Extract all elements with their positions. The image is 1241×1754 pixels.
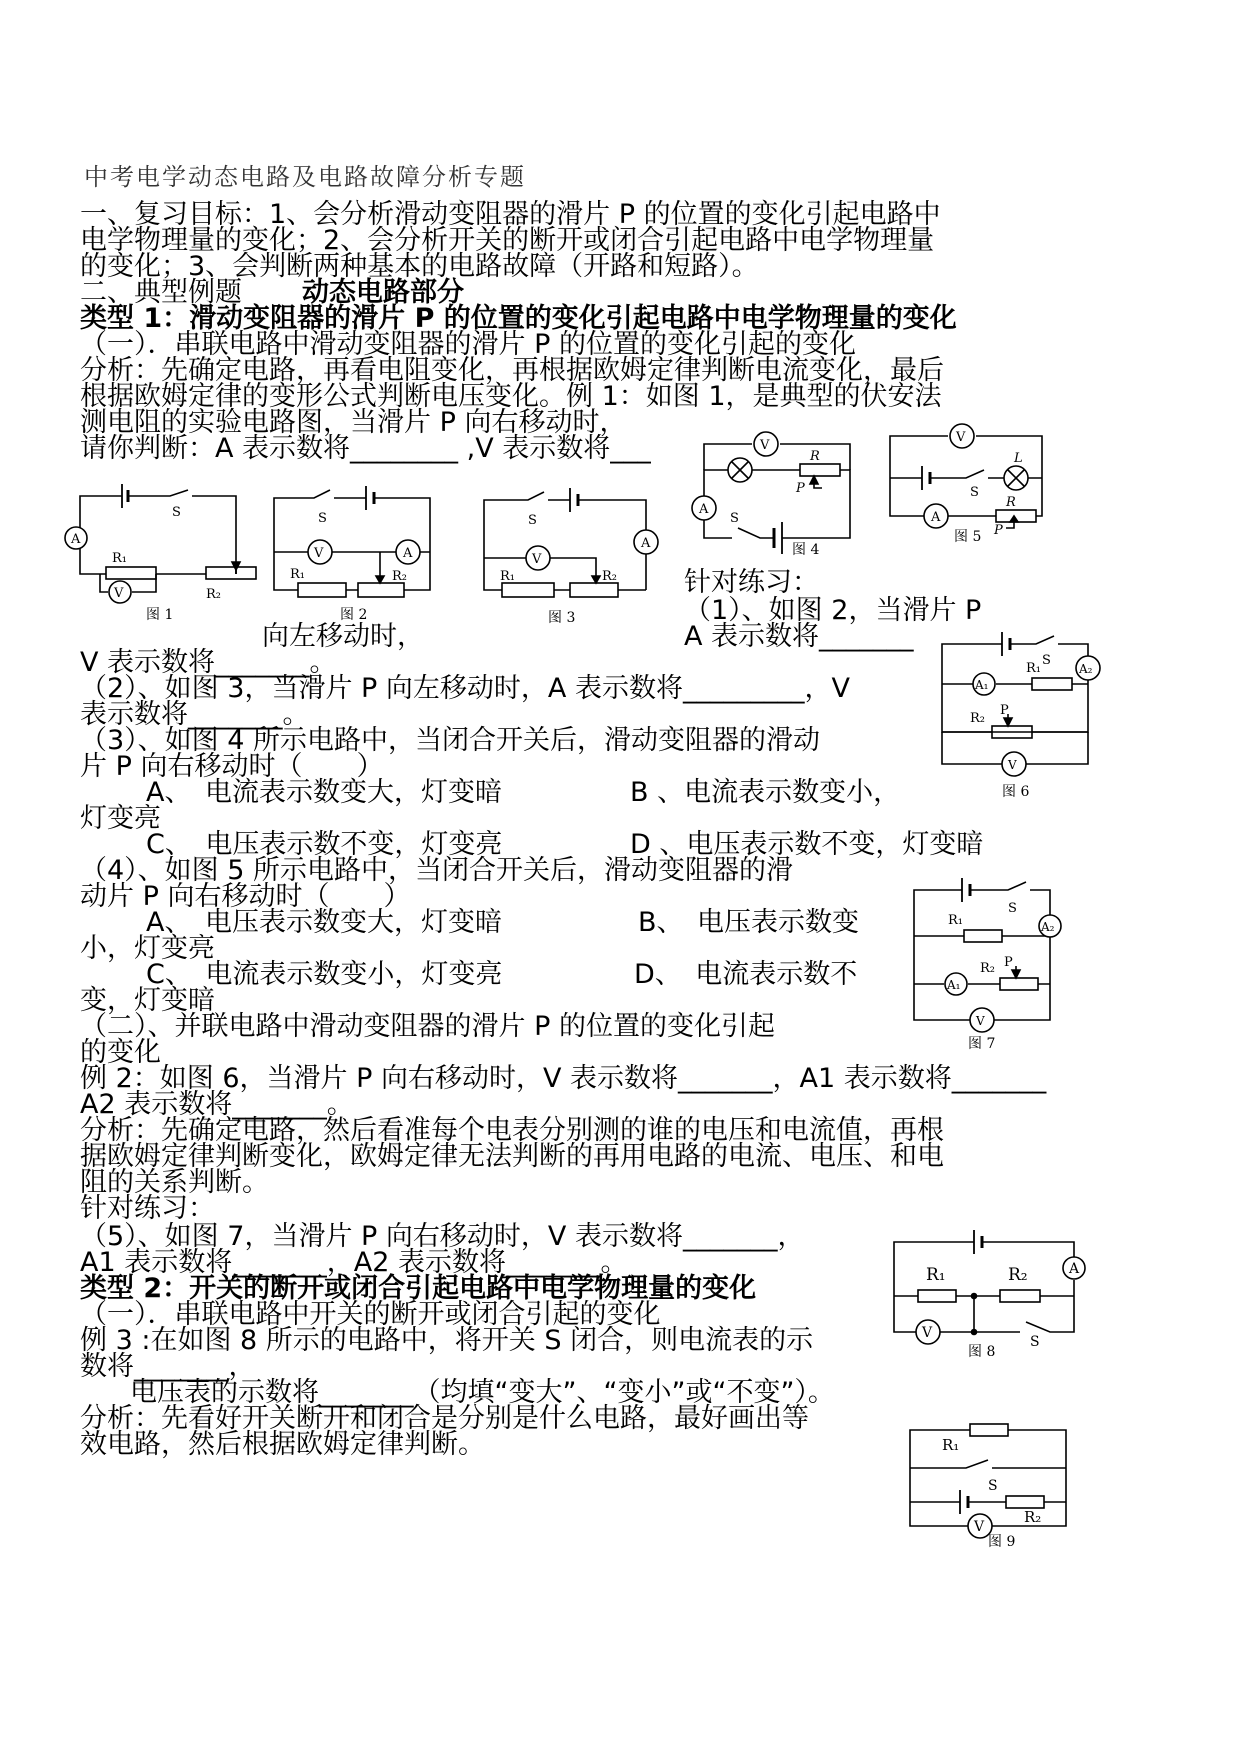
switch-label: S bbox=[730, 511, 739, 526]
text-line: 例 2：如图 6，当滑片 P 向右移动时，V 表示数将_______，A1 表示数将_______ bbox=[80, 1063, 1047, 1094]
text-line: （二）、并联电路中滑动变阻器的滑片 P 的位置的变化引起 bbox=[80, 1011, 775, 1042]
text-line: 针对练习： bbox=[80, 1193, 215, 1224]
ammeter-symbol: A bbox=[931, 510, 941, 525]
figure-caption: 图 9 bbox=[988, 1534, 1016, 1550]
r2-label: R₂ bbox=[980, 961, 995, 976]
r1-label: R₁ bbox=[942, 1436, 960, 1454]
r2-label: R₂ bbox=[206, 587, 221, 602]
figure-caption: 图 1 bbox=[146, 607, 174, 623]
option-c: C、 电流表示数变小，灯变亮 bbox=[146, 959, 503, 990]
document-title: 中考电学动态电路及电路故障分析专题 bbox=[84, 163, 526, 191]
text-line: 针对练习： bbox=[684, 567, 819, 598]
text-line: 数将_______， bbox=[80, 1351, 256, 1382]
text-line: 动片 P 向右移动时（ ） bbox=[80, 881, 411, 912]
switch-label: S bbox=[970, 485, 979, 500]
switch-label: S bbox=[1008, 901, 1017, 916]
text-line: 片 P 向右移动时（ ） bbox=[80, 751, 384, 782]
r2-label: R₂ bbox=[1024, 1508, 1042, 1526]
switch-label: S bbox=[1030, 1334, 1040, 1350]
text-line: 分析：先看好开关断开和闭合是分别是什么电路，最好画出等 bbox=[80, 1403, 809, 1434]
figure-9-circuit bbox=[906, 1418, 1076, 1550]
figure-5-circuit bbox=[886, 424, 1056, 548]
figure-caption: 图 7 bbox=[968, 1036, 996, 1052]
switch-label: S bbox=[988, 1478, 998, 1494]
text-line: A 表示数将_______ bbox=[684, 621, 914, 652]
ammeter-a2-symbol: A₂ bbox=[1041, 920, 1055, 934]
r2-label: R₂ bbox=[970, 711, 985, 726]
resistor-label: R bbox=[810, 449, 820, 464]
figure-caption: 图 6 bbox=[1002, 784, 1030, 800]
text-line: 的变化 bbox=[80, 1037, 161, 1068]
voltmeter-symbol: V bbox=[976, 1014, 985, 1028]
switch-label: S bbox=[528, 513, 537, 528]
text-line: A2 表示数将_______。 bbox=[80, 1089, 354, 1120]
r1-label: R₁ bbox=[1026, 661, 1041, 676]
text-line: 分析：先确定电路，再看电阻变化，再根据欧姆定律判断电流变化，最后 bbox=[80, 355, 944, 386]
voltmeter-symbol: V bbox=[314, 546, 324, 561]
type-heading: 类型 2：开关的断开或闭合引起电路中电学物理量的变化 bbox=[80, 1273, 757, 1304]
option-d: D、 电流表示数不 bbox=[634, 959, 858, 990]
voltmeter-symbol: V bbox=[114, 586, 124, 601]
text-line: 灯变亮 bbox=[80, 803, 161, 834]
text-line: （3）、如图 4 所示电路中，当闭合开关后，滑动变阻器的滑动 bbox=[80, 725, 821, 756]
switch-label: S bbox=[172, 505, 181, 520]
ammeter-a1-symbol: A₁ bbox=[947, 978, 961, 992]
figure-caption: 图 3 bbox=[548, 610, 576, 626]
figure-caption: 图 5 bbox=[954, 529, 982, 545]
figure-caption: 图 8 bbox=[968, 1344, 996, 1360]
text-line: 阻的关系判断。 bbox=[80, 1167, 269, 1198]
text-line: （5）、如图 7，当滑片 P 向右移动时，V 表示数将_______， bbox=[80, 1221, 805, 1252]
figure-6-circuit bbox=[936, 634, 1116, 804]
text-line: 例 3 :在如图 8 所示的电路中，将开关 S 闭合，则电流表的示 bbox=[80, 1325, 814, 1356]
slider-label: P bbox=[796, 481, 805, 496]
r2-label: R₂ bbox=[392, 569, 407, 584]
text-line: 小，灯变亮 bbox=[80, 933, 215, 964]
text-line: 电学物理量的变化；2、会分析开关的断开或闭合引起电路中电学物理量 bbox=[80, 225, 935, 256]
text-line: 电压表的示数将_______（均填“变大”、“变小”或“不变”）。 bbox=[130, 1377, 835, 1408]
r2-label: R₂ bbox=[602, 569, 617, 584]
text-line: 二、典型例题 bbox=[80, 277, 242, 308]
figure-7-circuit bbox=[908, 880, 1078, 1052]
ammeter-a2-symbol: A₂ bbox=[1079, 662, 1093, 676]
text-line: 分析：先确定电路，然后看准每个电表分别测的谁的电压和电流值，再根 bbox=[80, 1115, 944, 1146]
option-a: A、 电流表示数变大，灯变暗 bbox=[146, 777, 502, 808]
ammeter-symbol: A bbox=[641, 536, 651, 551]
text-line: （一）．串联电路中滑动变阻器的滑片 P 的位置的变化引起的变化 bbox=[80, 329, 856, 360]
type-heading: 类型 1：滑动变阻器的滑片 P 的位置的变化引起电路中电学物理量的变化 bbox=[80, 303, 957, 334]
figure-2-circuit bbox=[270, 488, 440, 628]
figure-3-circuit bbox=[480, 488, 660, 628]
text-line: （2）、如图 3，当滑片 P 向左移动时，A 表示数将_________，V bbox=[80, 673, 850, 704]
r1-label: R₁ bbox=[500, 569, 515, 584]
text-line: 的变化；3、会判断两种基本的电路故障（开路和短路）。 bbox=[80, 251, 759, 282]
ammeter-symbol: A bbox=[1069, 1261, 1080, 1277]
lamp-label: L bbox=[1014, 451, 1023, 466]
text-line: 请你判断：A 表示数将________ ,V 表示数将___ bbox=[80, 433, 651, 464]
option-d: D 、电压表示数不变，灯变暗 bbox=[630, 829, 984, 860]
ammeter-symbol: A bbox=[699, 502, 709, 517]
text-line: 一、复习目标：1、会分析滑动变阻器的滑片 P 的位置的变化引起电路中 bbox=[80, 199, 941, 230]
r2-label: R₂ bbox=[1008, 1265, 1028, 1285]
slider-label: P bbox=[994, 523, 1003, 538]
voltmeter-symbol: V bbox=[922, 1325, 933, 1341]
ammeter-symbol: A bbox=[71, 532, 81, 547]
ammeter-a1-symbol: A₁ bbox=[975, 678, 989, 692]
option-c: C、 电压表示数不变，灯变亮 bbox=[146, 829, 503, 860]
ammeter-symbol: A bbox=[403, 546, 413, 561]
text-line: 效电路，然后根据欧姆定律判断。 bbox=[80, 1429, 485, 1460]
slider-label: P bbox=[1000, 703, 1009, 718]
figure-caption: 图 2 bbox=[340, 607, 368, 623]
voltmeter-symbol: V bbox=[974, 1519, 985, 1535]
option-a: A、 电压表示数变大，灯变暗 bbox=[146, 907, 502, 938]
figure-1-circuit bbox=[60, 488, 250, 628]
slider-label: P bbox=[1004, 955, 1013, 970]
text-line: （4）、如图 5 所示电路中，当闭合开关后，滑动变阻器的滑 bbox=[80, 855, 794, 886]
text-line: A1 表示数将_______，A2 表示数将_______。 bbox=[80, 1247, 628, 1278]
r1-label: R₁ bbox=[290, 567, 305, 582]
text-line: 据欧姆定律判断变化，欧姆定律无法判断的再用电路的电流、电压、和电 bbox=[80, 1141, 944, 1172]
voltmeter-symbol: V bbox=[1008, 758, 1017, 772]
figure-4-circuit bbox=[690, 430, 860, 560]
switch-label: S bbox=[1042, 653, 1051, 668]
text-line: 向左移动时， bbox=[262, 621, 424, 652]
r1-label: R₁ bbox=[926, 1265, 946, 1285]
option-b: B、 电压表示数变 bbox=[638, 907, 860, 938]
figure-8-circuit bbox=[890, 1228, 1090, 1360]
r1-label: R₁ bbox=[112, 551, 127, 566]
switch-label: S bbox=[318, 511, 327, 526]
text-line: V 表示数将_______。 bbox=[80, 647, 337, 678]
voltmeter-symbol: V bbox=[532, 552, 542, 567]
text-line: 根据欧姆定律的变形公式判断电压变化。例 1：如图 1，是典型的伏安法 bbox=[80, 381, 942, 412]
text-line: （1）、如图 2，当滑片 P bbox=[684, 595, 982, 626]
text-line: 测电阻的实验电路图，当滑片 P 向右移动时， bbox=[80, 407, 627, 438]
text-line: （一）．串联电路中开关的断开或闭合引起的变化 bbox=[80, 1299, 661, 1330]
figure-caption: 图 4 bbox=[792, 542, 820, 558]
text-line: 变，灯变暗 bbox=[80, 985, 215, 1016]
r1-label: R₁ bbox=[948, 913, 963, 928]
section-heading: 动态电路部分 bbox=[302, 277, 464, 308]
resistor-label: R bbox=[1006, 495, 1016, 510]
option-b: B 、电流表示数变小， bbox=[630, 777, 901, 808]
voltmeter-symbol: V bbox=[760, 438, 770, 453]
text-line: 表示数将_______。 bbox=[80, 699, 310, 730]
voltmeter-symbol: V bbox=[956, 430, 966, 445]
